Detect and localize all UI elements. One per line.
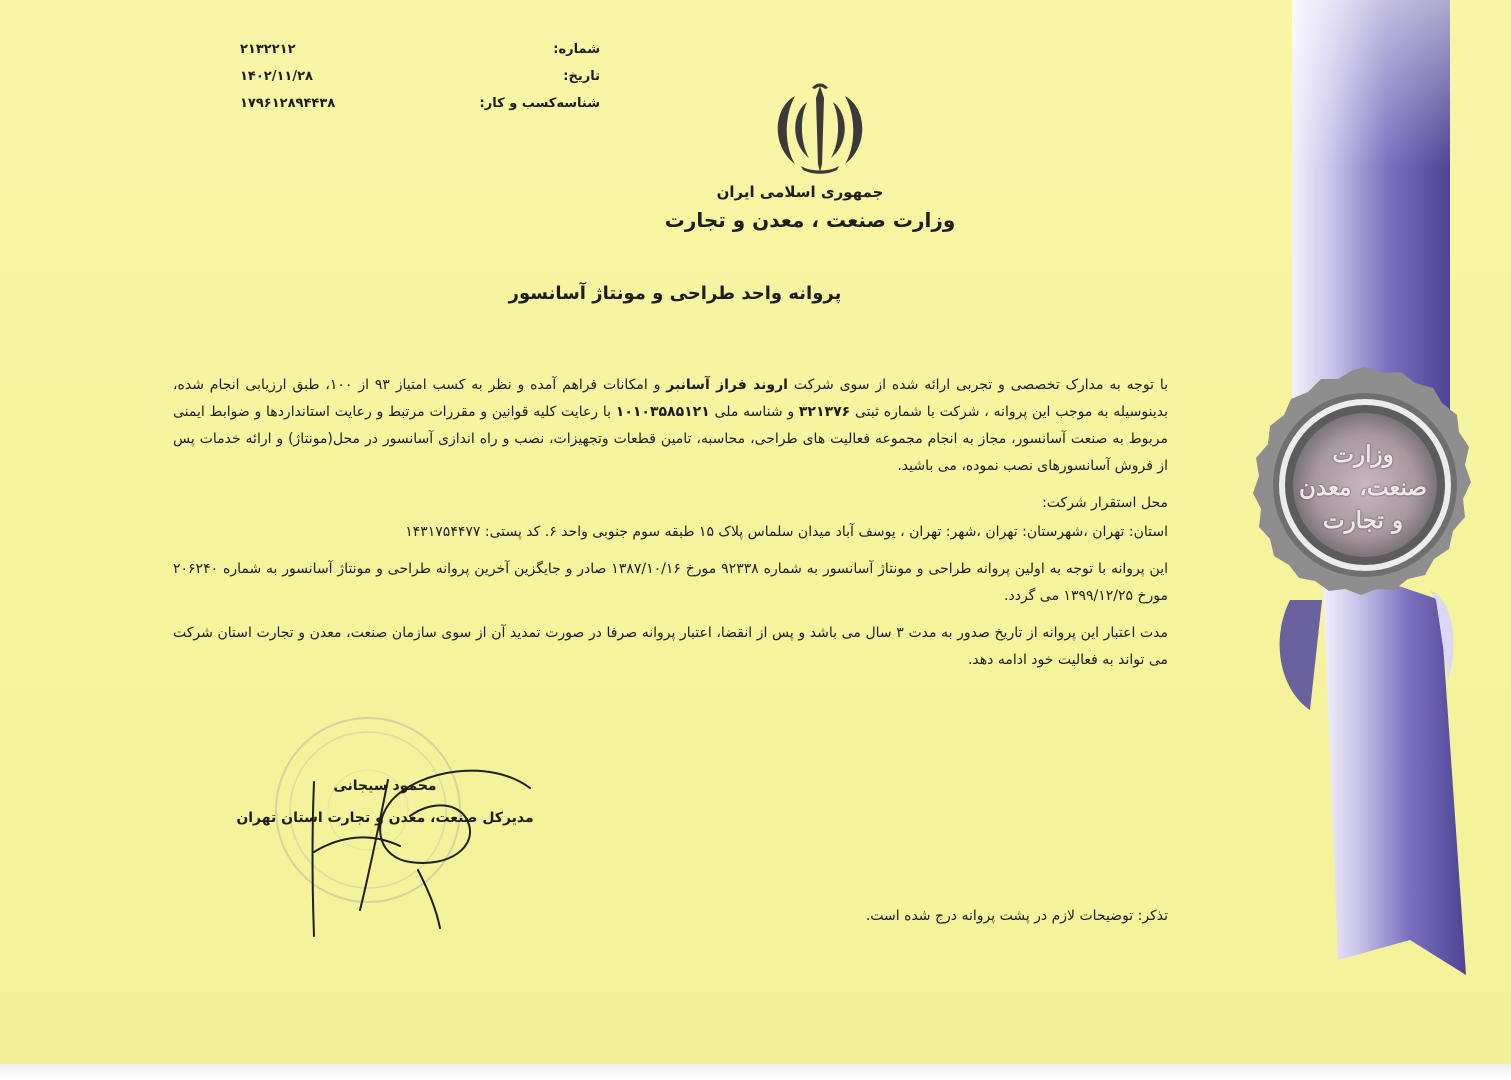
date-label: تاریخ: bbox=[563, 69, 600, 84]
paragraph-address bbox=[173, 519, 1168, 546]
country-name: جمهوری اسلامی ایران bbox=[716, 183, 884, 201]
p1-part1: با توجه به مدارک تخصصی و تجربی ارائه شده از سوی شرکت bbox=[787, 377, 1169, 393]
certificate-title: پروانه واحد طراحی و مونتاژ آسانسور bbox=[508, 283, 842, 304]
location-label: محل استقرار شرکت: bbox=[1042, 495, 1168, 511]
ministry-name: وزارت صنعت ، معدن و تجارت bbox=[664, 208, 956, 232]
seal-line-2: صنعت، معدن bbox=[1299, 474, 1427, 501]
iran-emblem-icon bbox=[765, 78, 875, 178]
signer-name: محمود سیجانی bbox=[333, 778, 437, 794]
company-name: اروند فراز آسانبر bbox=[666, 377, 788, 393]
scan-bottom-edge bbox=[0, 1064, 1511, 1080]
paragraph-location bbox=[173, 490, 1168, 517]
number-label: شماره: bbox=[553, 42, 600, 57]
footnote: تذکر: توضیحات لازم در پشت پروانه درج شده است. bbox=[865, 908, 1168, 924]
meta-number-row bbox=[240, 36, 600, 63]
p1-part3: و شناسه ملی bbox=[709, 404, 799, 420]
seal-line-3: و تجارت bbox=[1322, 507, 1404, 534]
signer-title: مدیرکل صنعت، معدن و تجارت استان تهران bbox=[236, 810, 534, 826]
meta-block bbox=[240, 36, 600, 117]
number-value: ۲۱۳۲۲۱۲ bbox=[240, 42, 296, 57]
seal-text bbox=[1283, 438, 1443, 537]
date-value: ۱۴۰۲/۱۱/۲۸ bbox=[240, 69, 313, 84]
meta-date-row bbox=[240, 63, 600, 90]
paragraph-replacement: این پروانه با توجه به اولین پروانه طراحی و مونتاژ آسانسور به شماره ۹۲۳۳۸ مورخ ۱۳۸۷/۱۰/۱۶ صادر و جایگزین آخرین پروانه طراحی و مونتاژ آسانسور به شماره ۲۰۶۲۴۰ مورخ ۱۳۹۹/۱۲/۲۵ می گردد. bbox=[173, 561, 1168, 604]
p1-part2: و امکانات فراهم آمده و نظر به کسب امتیاز ۹۳ از ۱۰۰، طبق ارزیابی انجام شده، بدینوسیله به موجب این پروانه ، شرکت با شماره ثبتی bbox=[173, 377, 1168, 420]
certificate-body bbox=[173, 372, 1168, 684]
paragraph-validity: مدت اعتبار این پروانه از تاریخ صدور به مدت ۳ سال می باشد و پس از انقضا، اعتبار پروانه صرفا در صورت تمدید آن از سوی سازمان صنعت، معدن و تجارت استان شرکت می تواند به فعالیت خود ادامه دهد. bbox=[173, 625, 1169, 668]
national-id: ۱۰۱۰۳۵۸۵۱۲۱ bbox=[615, 404, 710, 420]
business-id-label: شناسه‌کسب و کار: bbox=[479, 96, 600, 111]
business-id-value: ۱۷۹۶۱۲۸۹۴۴۳۸ bbox=[240, 96, 336, 111]
seal-line-1: وزارت bbox=[1332, 441, 1394, 468]
p1-part4: با رعایت کلیه قوانین و مقررات مرتبط و رعایت استانداردها و ضوابط ایمنی مربوط به صنعت آسانسور، مجاز به انجام مجموعه فعالیت های طراحی، محاسبه، تامین قطعات وتجهیزات، نصب و راه اندازی آسانسور در محل(مونتاژ) و ارائه خدمات پس از فروش آسانسورهای نصب نموده، می باشید. bbox=[173, 404, 1168, 474]
meta-business-id-row bbox=[240, 90, 600, 117]
location-value: استان: تهران ،شهرستان: تهران ،شهر: تهران ، یوسف آباد میدان سلماس پلاک ۱۵ طبقه سوم جنوبی واحد ۶. کد پستی: ۱۴۳۱۷۵۴۴۷۷ bbox=[405, 524, 1168, 540]
paragraph-main bbox=[173, 372, 1168, 480]
registration-number: ۳۲۱۳۷۶ bbox=[798, 404, 851, 420]
